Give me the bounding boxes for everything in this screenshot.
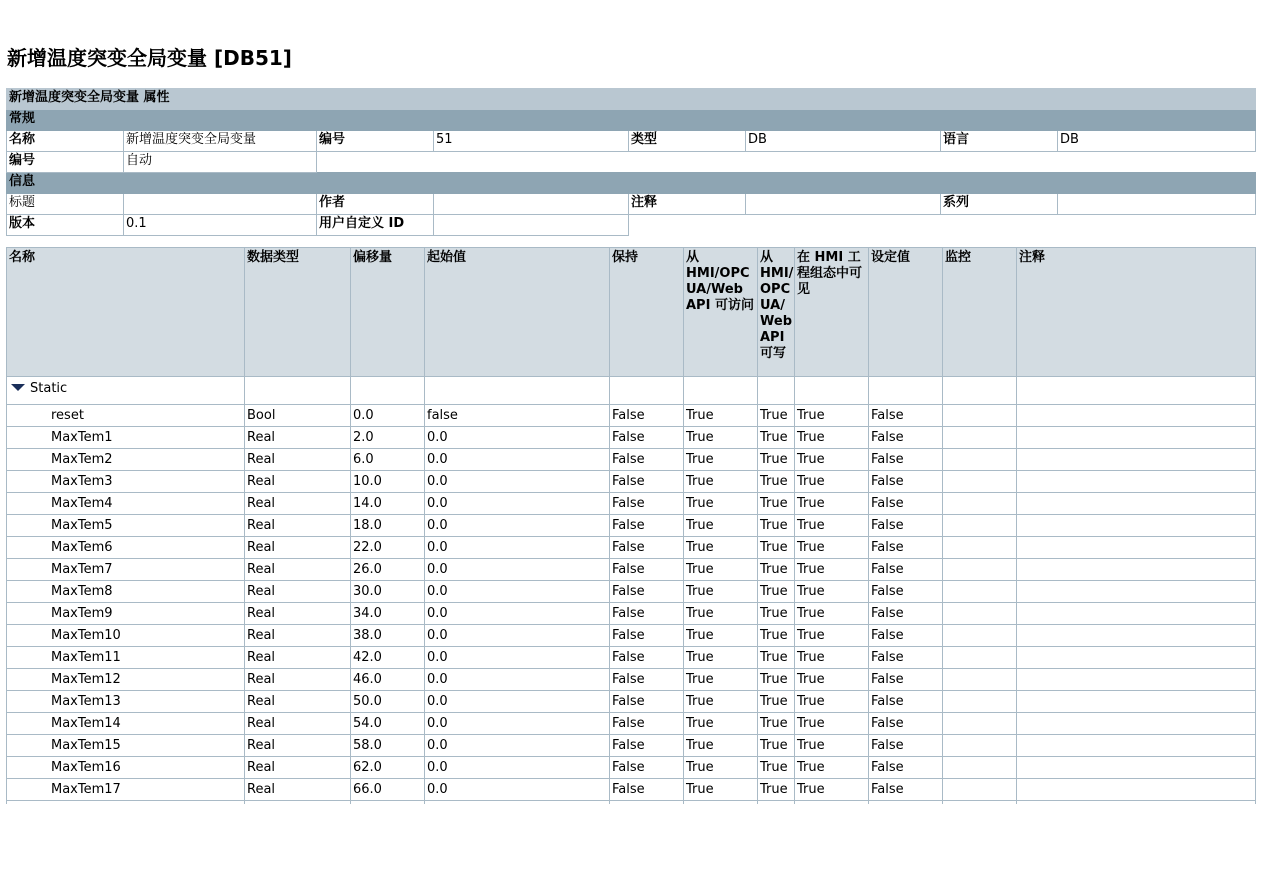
- var-accessible[interactable]: True: [684, 735, 758, 757]
- var-datatype[interactable]: Real: [245, 713, 351, 735]
- var-setpoint[interactable]: False: [869, 515, 943, 537]
- col-header-retain[interactable]: 保持: [610, 248, 684, 377]
- var-comment[interactable]: [1017, 735, 1256, 757]
- var-monitor[interactable]: [943, 493, 1017, 515]
- var-accessible[interactable]: True: [684, 779, 758, 801]
- var-retain[interactable]: False: [610, 405, 684, 427]
- var-visible[interactable]: True: [795, 493, 869, 515]
- var-retain[interactable]: False: [610, 559, 684, 581]
- title-value: [124, 194, 317, 215]
- var-monitor[interactable]: [943, 735, 1017, 757]
- var-writable[interactable]: True: [758, 625, 795, 647]
- var-offset[interactable]: 30.0: [351, 581, 425, 603]
- var-datatype[interactable]: Real: [245, 493, 351, 515]
- var-monitor[interactable]: [943, 515, 1017, 537]
- user-id-value: [434, 215, 629, 236]
- var-start-value[interactable]: 0.0: [425, 757, 610, 779]
- var-start-value[interactable]: 0.0: [425, 691, 610, 713]
- var-accessible[interactable]: True: [684, 669, 758, 691]
- table-row[interactable]: [7, 625, 1256, 647]
- var-name[interactable]: MaxTem13: [7, 691, 245, 713]
- var-monitor[interactable]: [943, 691, 1017, 713]
- col-header-offset[interactable]: 偏移量: [351, 248, 425, 377]
- page-title: 新增温度突变全局变量 [DB51]: [7, 46, 292, 70]
- var-name[interactable]: reset: [7, 405, 245, 427]
- var-name[interactable]: MaxTem5: [7, 515, 245, 537]
- language-value: DB: [1058, 131, 1256, 152]
- table-row[interactable]: [7, 757, 1256, 779]
- var-name[interactable]: MaxTem17: [7, 779, 245, 801]
- var-offset[interactable]: 10.0: [351, 471, 425, 493]
- var-monitor[interactable]: [943, 581, 1017, 603]
- table-row[interactable]: [7, 471, 1256, 493]
- var-visible[interactable]: True: [795, 713, 869, 735]
- table-row[interactable]: [7, 713, 1256, 735]
- var-setpoint[interactable]: False: [869, 581, 943, 603]
- var-retain[interactable]: False: [610, 515, 684, 537]
- var-accessible[interactable]: True: [684, 427, 758, 449]
- var-visible[interactable]: True: [795, 427, 869, 449]
- var-visible[interactable]: True: [795, 625, 869, 647]
- var-start-value[interactable]: 0.0: [425, 471, 610, 493]
- var-accessible[interactable]: True: [684, 559, 758, 581]
- var-retain[interactable]: False: [610, 757, 684, 779]
- comment-value: [746, 194, 941, 215]
- var-setpoint[interactable]: False: [869, 493, 943, 515]
- var-setpoint[interactable]: False: [869, 471, 943, 493]
- version-label: 版本: [7, 215, 124, 236]
- var-retain[interactable]: False: [610, 669, 684, 691]
- var-offset[interactable]: 6.0: [351, 449, 425, 471]
- var-visible[interactable]: True: [795, 735, 869, 757]
- var-setpoint[interactable]: False: [869, 757, 943, 779]
- var-setpoint[interactable]: False: [869, 427, 943, 449]
- var-datatype[interactable]: Real: [245, 537, 351, 559]
- var-accessible[interactable]: True: [684, 691, 758, 713]
- number-label: 编号: [317, 131, 434, 152]
- var-visible[interactable]: True: [795, 603, 869, 625]
- name-value: 新增温度突变全局变量: [124, 131, 317, 152]
- var-retain[interactable]: False: [610, 603, 684, 625]
- info-section: 信息: [7, 173, 1256, 194]
- var-datatype[interactable]: Real: [245, 647, 351, 669]
- var-datatype[interactable]: Bool: [245, 405, 351, 427]
- var-name[interactable]: MaxTem15: [7, 735, 245, 757]
- var-retain[interactable]: False: [610, 449, 684, 471]
- var-datatype[interactable]: Real: [245, 779, 351, 801]
- var-comment[interactable]: [1017, 471, 1256, 493]
- var-visible[interactable]: True: [795, 779, 869, 801]
- col-header-writable[interactable]: 从 HMI/ OPC UA/ Web API 可写: [758, 248, 795, 377]
- table-row[interactable]: [7, 427, 1256, 449]
- var-name[interactable]: MaxTem10: [7, 625, 245, 647]
- var-start-value[interactable]: 0.0: [425, 669, 610, 691]
- number-value: 51: [434, 131, 629, 152]
- var-retain[interactable]: False: [610, 537, 684, 559]
- var-offset[interactable]: 26.0: [351, 559, 425, 581]
- type-value: DB: [746, 131, 941, 152]
- var-writable[interactable]: True: [758, 515, 795, 537]
- var-comment[interactable]: [1017, 757, 1256, 779]
- table-row[interactable]: [7, 405, 1256, 427]
- var-offset[interactable]: 46.0: [351, 669, 425, 691]
- var-writable[interactable]: True: [758, 405, 795, 427]
- var-offset[interactable]: 14.0: [351, 493, 425, 515]
- var-retain[interactable]: False: [610, 647, 684, 669]
- col-header-datatype[interactable]: 数据类型: [245, 248, 351, 377]
- var-visible[interactable]: True: [795, 559, 869, 581]
- var-comment[interactable]: [1017, 515, 1256, 537]
- expand-triangle-icon[interactable]: [11, 384, 25, 391]
- var-start-value[interactable]: 0.0: [425, 581, 610, 603]
- author-value: [434, 194, 629, 215]
- var-monitor[interactable]: [943, 625, 1017, 647]
- var-setpoint[interactable]: False: [869, 735, 943, 757]
- var-setpoint[interactable]: False: [869, 537, 943, 559]
- variables-table: [6, 247, 1256, 804]
- var-setpoint[interactable]: False: [869, 603, 943, 625]
- static-group-row[interactable]: [7, 377, 1256, 405]
- col-header-start-value[interactable]: 起始值: [425, 248, 610, 377]
- var-start-value[interactable]: 0.0: [425, 515, 610, 537]
- var-monitor[interactable]: [943, 405, 1017, 427]
- var-setpoint[interactable]: False: [869, 405, 943, 427]
- var-offset[interactable]: 62.0: [351, 757, 425, 779]
- var-visible[interactable]: True: [795, 537, 869, 559]
- table-row[interactable]: [7, 581, 1256, 603]
- var-start-value[interactable]: 0.0: [425, 735, 610, 757]
- var-offset[interactable]: 22.0: [351, 537, 425, 559]
- var-offset[interactable]: 34.0: [351, 603, 425, 625]
- var-start-value[interactable]: 0.0: [425, 647, 610, 669]
- var-comment[interactable]: [1017, 493, 1256, 515]
- var-writable[interactable]: True: [758, 493, 795, 515]
- var-visible[interactable]: True: [795, 515, 869, 537]
- var-start-value[interactable]: 0.0: [425, 625, 610, 647]
- var-comment[interactable]: [1017, 691, 1256, 713]
- var-datatype[interactable]: Real: [245, 757, 351, 779]
- var-monitor[interactable]: [943, 603, 1017, 625]
- table-row[interactable]: [7, 537, 1256, 559]
- var-offset[interactable]: 38.0: [351, 625, 425, 647]
- var-setpoint[interactable]: False: [869, 691, 943, 713]
- var-retain[interactable]: False: [610, 581, 684, 603]
- var-comment[interactable]: [1017, 537, 1256, 559]
- name-label: 名称: [7, 131, 124, 152]
- var-name[interactable]: MaxTem9: [7, 603, 245, 625]
- var-datatype[interactable]: Real: [245, 559, 351, 581]
- var-start-value[interactable]: 0.0: [425, 537, 610, 559]
- var-setpoint[interactable]: False: [869, 669, 943, 691]
- var-name[interactable]: MaxTem14: [7, 713, 245, 735]
- var-name[interactable]: MaxTem3: [7, 471, 245, 493]
- var-writable[interactable]: True: [758, 449, 795, 471]
- col-header-name[interactable]: 名称: [7, 248, 245, 377]
- var-offset[interactable]: 2.0: [351, 427, 425, 449]
- var-setpoint[interactable]: False: [869, 625, 943, 647]
- var-setpoint[interactable]: False: [869, 559, 943, 581]
- var-comment[interactable]: [1017, 647, 1256, 669]
- var-setpoint[interactable]: False: [869, 647, 943, 669]
- var-name[interactable]: MaxTem2: [7, 449, 245, 471]
- var-visible[interactable]: True: [795, 757, 869, 779]
- var-name[interactable]: MaxTem8: [7, 581, 245, 603]
- var-visible[interactable]: True: [795, 691, 869, 713]
- var-datatype[interactable]: Real: [245, 471, 351, 493]
- family-label: 系列: [941, 194, 1058, 215]
- var-accessible[interactable]: True: [684, 449, 758, 471]
- var-comment[interactable]: [1017, 581, 1256, 603]
- var-start-value[interactable]: 0.0: [425, 493, 610, 515]
- col-header-comment[interactable]: 注释: [1017, 248, 1256, 377]
- var-retain[interactable]: False: [610, 691, 684, 713]
- var-name[interactable]: MaxTem4: [7, 493, 245, 515]
- var-retain[interactable]: False: [610, 735, 684, 757]
- var-accessible[interactable]: True: [684, 757, 758, 779]
- var-visible[interactable]: True: [795, 647, 869, 669]
- comment-label: 注释: [629, 194, 746, 215]
- table-row[interactable]: [7, 779, 1256, 801]
- table-row[interactable]: [7, 449, 1256, 471]
- var-visible[interactable]: True: [795, 581, 869, 603]
- col-header-visible[interactable]: 在 HMI 工程组态中可见: [795, 248, 869, 377]
- var-accessible[interactable]: True: [684, 713, 758, 735]
- var-start-value[interactable]: 0.0: [425, 603, 610, 625]
- col-header-accessible[interactable]: 从 HMI/OPC UA/Web API 可访问: [684, 248, 758, 377]
- var-accessible[interactable]: True: [684, 515, 758, 537]
- numbering-value: 自动: [124, 152, 317, 173]
- var-comment[interactable]: [1017, 427, 1256, 449]
- var-writable[interactable]: True: [758, 713, 795, 735]
- var-writable[interactable]: True: [758, 559, 795, 581]
- var-writable[interactable]: True: [758, 581, 795, 603]
- var-monitor[interactable]: [943, 559, 1017, 581]
- var-setpoint[interactable]: False: [869, 449, 943, 471]
- var-monitor[interactable]: [943, 647, 1017, 669]
- var-datatype[interactable]: Real: [245, 515, 351, 537]
- var-name[interactable]: MaxTem11: [7, 647, 245, 669]
- family-value: [1058, 194, 1256, 215]
- var-retain[interactable]: False: [610, 471, 684, 493]
- static-group-label: Static: [30, 381, 68, 396]
- var-name[interactable]: MaxTem6: [7, 537, 245, 559]
- table-row[interactable]: [7, 603, 1256, 625]
- var-writable[interactable]: True: [758, 603, 795, 625]
- var-retain[interactable]: False: [610, 427, 684, 449]
- var-offset[interactable]: 54.0: [351, 713, 425, 735]
- var-retain[interactable]: False: [610, 779, 684, 801]
- var-monitor[interactable]: [943, 537, 1017, 559]
- var-visible[interactable]: True: [795, 669, 869, 691]
- var-comment[interactable]: [1017, 603, 1256, 625]
- var-comment[interactable]: [1017, 779, 1256, 801]
- author-label: 作者: [317, 194, 434, 215]
- var-writable[interactable]: True: [758, 735, 795, 757]
- user-id-label: 用户自定义 ID: [317, 215, 434, 236]
- var-offset[interactable]: 50.0: [351, 691, 425, 713]
- var-datatype[interactable]: Real: [245, 625, 351, 647]
- col-header-setpoint[interactable]: 设定值: [869, 248, 943, 377]
- var-accessible[interactable]: True: [684, 471, 758, 493]
- var-start-value[interactable]: 0.0: [425, 427, 610, 449]
- var-retain[interactable]: False: [610, 713, 684, 735]
- var-retain[interactable]: False: [610, 493, 684, 515]
- var-offset[interactable]: 0.0: [351, 405, 425, 427]
- var-comment[interactable]: [1017, 405, 1256, 427]
- var-monitor[interactable]: [943, 427, 1017, 449]
- table-row[interactable]: [7, 735, 1256, 757]
- var-setpoint[interactable]: False: [869, 713, 943, 735]
- var-start-value[interactable]: 0.0: [425, 779, 610, 801]
- var-accessible[interactable]: True: [684, 647, 758, 669]
- var-visible[interactable]: True: [795, 471, 869, 493]
- var-start-value[interactable]: 0.0: [425, 449, 610, 471]
- var-writable[interactable]: True: [758, 757, 795, 779]
- var-name[interactable]: MaxTem7: [7, 559, 245, 581]
- var-visible[interactable]: True: [795, 405, 869, 427]
- var-monitor[interactable]: [943, 713, 1017, 735]
- version-value: 0.1: [124, 215, 317, 236]
- var-datatype[interactable]: Real: [245, 581, 351, 603]
- var-datatype[interactable]: Real: [245, 427, 351, 449]
- var-datatype[interactable]: Real: [245, 691, 351, 713]
- var-monitor[interactable]: [943, 757, 1017, 779]
- var-monitor[interactable]: [943, 471, 1017, 493]
- var-datatype[interactable]: Real: [245, 449, 351, 471]
- var-accessible[interactable]: True: [684, 603, 758, 625]
- table-row[interactable]: [7, 559, 1256, 581]
- var-start-value[interactable]: false: [425, 405, 610, 427]
- var-start-value[interactable]: 0.0: [425, 559, 610, 581]
- static-group-cell[interactable]: [7, 377, 245, 405]
- var-offset[interactable]: 42.0: [351, 647, 425, 669]
- var-monitor[interactable]: [943, 779, 1017, 801]
- table-row[interactable]: [7, 647, 1256, 669]
- col-header-monitor[interactable]: 监控: [943, 248, 1017, 377]
- var-accessible[interactable]: True: [684, 625, 758, 647]
- var-writable[interactable]: True: [758, 669, 795, 691]
- var-name[interactable]: MaxTem12: [7, 669, 245, 691]
- var-retain[interactable]: False: [610, 625, 684, 647]
- var-comment[interactable]: [1017, 713, 1256, 735]
- var-datatype[interactable]: Real: [245, 735, 351, 757]
- var-comment[interactable]: [1017, 669, 1256, 691]
- var-start-value[interactable]: 0.0: [425, 713, 610, 735]
- language-label: 语言: [941, 131, 1058, 152]
- var-writable[interactable]: True: [758, 779, 795, 801]
- title-label: 标题: [7, 194, 124, 215]
- var-comment[interactable]: [1017, 625, 1256, 647]
- var-accessible[interactable]: True: [684, 537, 758, 559]
- var-comment[interactable]: [1017, 449, 1256, 471]
- var-writable[interactable]: True: [758, 537, 795, 559]
- table-row[interactable]: [7, 691, 1256, 713]
- var-datatype[interactable]: Real: [245, 603, 351, 625]
- var-setpoint[interactable]: False: [869, 779, 943, 801]
- numbering-label: 编号: [7, 152, 124, 173]
- properties-table: [6, 88, 1256, 236]
- var-offset[interactable]: 58.0: [351, 735, 425, 757]
- var-monitor[interactable]: [943, 669, 1017, 691]
- var-comment[interactable]: [1017, 559, 1256, 581]
- var-offset[interactable]: 18.0: [351, 515, 425, 537]
- type-label: 类型: [629, 131, 746, 152]
- var-visible[interactable]: True: [795, 449, 869, 471]
- var-accessible[interactable]: True: [684, 405, 758, 427]
- table-row[interactable]: [7, 493, 1256, 515]
- var-writable[interactable]: True: [758, 427, 795, 449]
- properties-section-title: 新增温度突变全局变量 属性: [7, 89, 1256, 110]
- var-writable[interactable]: True: [758, 647, 795, 669]
- var-writable[interactable]: True: [758, 691, 795, 713]
- var-datatype[interactable]: Real: [245, 669, 351, 691]
- var-name[interactable]: MaxTem16: [7, 757, 245, 779]
- var-name[interactable]: MaxTem1: [7, 427, 245, 449]
- var-accessible[interactable]: True: [684, 493, 758, 515]
- var-accessible[interactable]: True: [684, 581, 758, 603]
- table-row[interactable]: [7, 669, 1256, 691]
- var-monitor[interactable]: [943, 449, 1017, 471]
- table-row[interactable]: [7, 515, 1256, 537]
- var-offset[interactable]: 66.0: [351, 779, 425, 801]
- var-writable[interactable]: True: [758, 471, 795, 493]
- general-section: 常规: [7, 110, 1256, 131]
